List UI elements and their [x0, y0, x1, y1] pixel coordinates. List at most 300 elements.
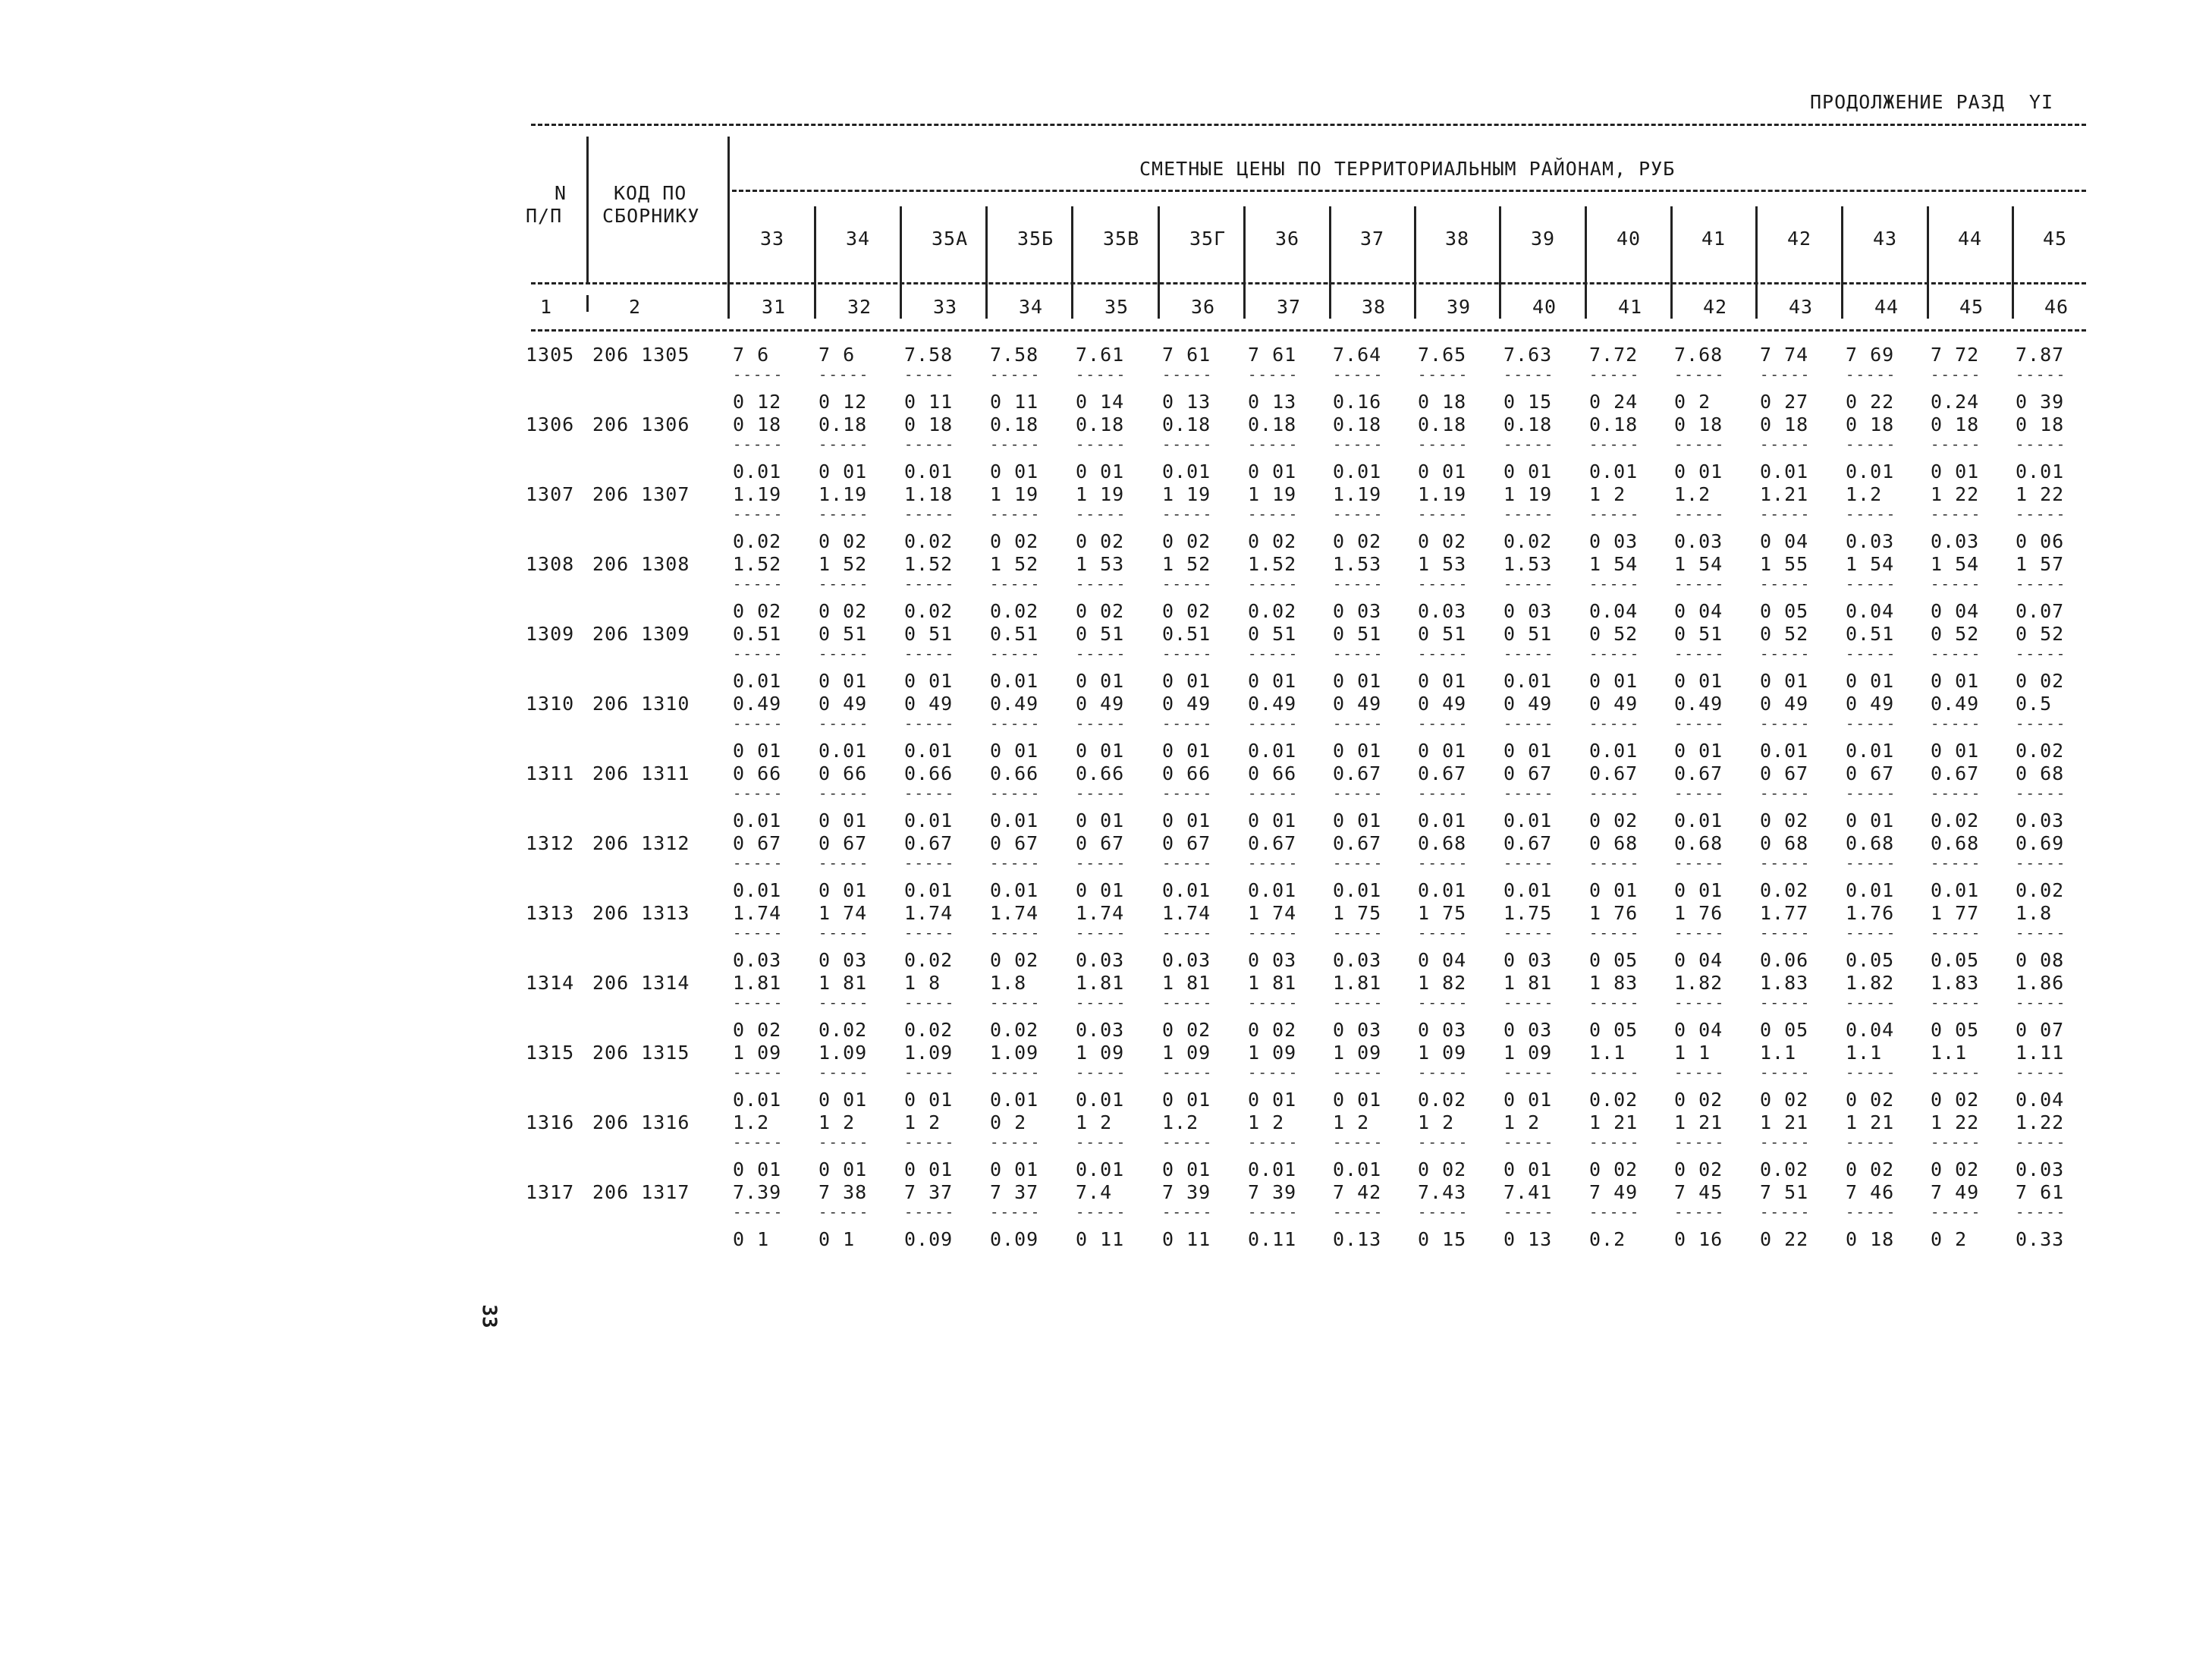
dash-separator: ----- — [1162, 855, 1214, 872]
price-value: 1 54 — [1846, 553, 1895, 575]
dash-separator: ----- — [904, 366, 956, 383]
price-top-value: 0.01 — [1248, 1158, 1297, 1180]
row-code: 206 1308 — [592, 553, 690, 575]
price-final-value: 0 11 — [1162, 1228, 1211, 1250]
price-value: 0 18 — [2016, 413, 2065, 435]
price-value: 0 51 — [1333, 623, 1382, 645]
price-value: 1 19 — [1248, 483, 1297, 505]
price-top-value: 0 01 — [904, 1158, 954, 1180]
column-number-divider — [814, 295, 816, 312]
price-value: 0.18 — [990, 413, 1039, 435]
price-value: 0.67 — [1333, 762, 1382, 784]
price-value: 0.66 — [904, 762, 954, 784]
dash-separator: ----- — [1589, 576, 1641, 592]
price-value: 0.18 — [1076, 413, 1125, 435]
price-value: 0.49 — [1674, 693, 1723, 715]
row-code: 206 1309 — [592, 623, 690, 645]
price-value: 1.1 — [1760, 1042, 1797, 1064]
dash-separator: ----- — [1931, 785, 1982, 802]
dash-separator: ----- — [1076, 715, 1127, 732]
price-value: 7.58 — [990, 344, 1039, 366]
price-final-value: 0.2 — [1589, 1228, 1626, 1250]
price-top-value: 0.01 — [1846, 879, 1895, 901]
price-top-value: 0.03 — [1846, 530, 1895, 552]
dash-separator: ----- — [1931, 1064, 1982, 1081]
price-value: 7.58 — [904, 344, 954, 366]
column-number-divider — [985, 295, 988, 312]
price-value: 0 67 — [1760, 762, 1809, 784]
price-value: 7.63 — [1503, 344, 1553, 366]
price-top-value: 0 01 — [1162, 670, 1211, 692]
dash-separator: ----- — [1503, 436, 1555, 453]
dash-separator: ----- — [1589, 925, 1641, 941]
price-value: 0 68 — [1589, 832, 1639, 854]
dash-separator: ----- — [1503, 506, 1555, 523]
price-value: 1.09 — [904, 1042, 954, 1064]
dash-separator: ----- — [733, 715, 784, 732]
price-value: 7.41 — [1503, 1181, 1553, 1203]
price-value: 0 18 — [1931, 413, 1980, 435]
price-top-value: 0.02 — [2016, 879, 2065, 901]
dash-separator: ----- — [1076, 1134, 1127, 1151]
row-number: 1306 — [526, 413, 575, 435]
row-number: 1305 — [526, 344, 575, 366]
price-value: 1.52 — [1248, 553, 1297, 575]
column-number-divider — [1158, 295, 1160, 312]
header-bottom-rule — [531, 329, 2086, 332]
price-top-value: 0.01 — [1674, 809, 1723, 831]
price-value: 1 2 — [1076, 1111, 1113, 1133]
price-value: 1 19 — [1076, 483, 1125, 505]
price-value: 7 61 — [2016, 1181, 2065, 1203]
price-value: 0.67 — [1589, 762, 1639, 784]
price-final-value: 0 15 — [1418, 1228, 1467, 1250]
dash-separator: ----- — [733, 925, 784, 941]
price-value: 1 53 — [1076, 553, 1125, 575]
price-value: 1 54 — [1589, 553, 1639, 575]
column-number: 41 — [1618, 296, 1643, 318]
dash-separator: ----- — [904, 506, 956, 523]
dash-separator: ----- — [819, 785, 870, 802]
dash-separator: ----- — [1162, 646, 1214, 662]
dash-separator: ----- — [990, 366, 1042, 383]
price-value: 1 21 — [1760, 1111, 1809, 1133]
price-top-value: 0 03 — [1333, 1019, 1382, 1041]
price-value: 1.74 — [733, 902, 782, 924]
district-column-header: 34 — [846, 228, 871, 250]
header-divider-left — [586, 137, 589, 284]
dash-separator: ----- — [1674, 995, 1726, 1011]
dash-separator: ----- — [1248, 785, 1299, 802]
dash-separator: ----- — [1760, 366, 1811, 383]
column-number-divider — [1329, 295, 1331, 312]
district-column-header: 39 — [1531, 228, 1556, 250]
price-value: 0 49 — [1333, 693, 1382, 715]
price-value: 0 18 — [1674, 413, 1723, 435]
price-top-value: 0 01 — [990, 1158, 1039, 1180]
price-top-value: 0 02 — [1589, 809, 1639, 831]
price-value: 1 75 — [1333, 902, 1382, 924]
dash-separator: ----- — [733, 1064, 784, 1081]
district-column-header: 35А — [932, 228, 969, 250]
dash-separator: ----- — [1076, 506, 1127, 523]
dash-separator: ----- — [1333, 436, 1384, 453]
row-number: 1315 — [526, 1042, 575, 1064]
dash-separator: ----- — [1674, 1134, 1726, 1151]
dash-separator: ----- — [1418, 1204, 1469, 1221]
price-value: 0.18 — [1503, 413, 1553, 435]
dash-separator: ----- — [819, 855, 870, 872]
price-top-value: 0.02 — [2016, 740, 2065, 762]
price-value: 1 2 — [1418, 1111, 1455, 1133]
price-top-value: 0 01 — [1248, 1089, 1297, 1111]
price-top-value: 0 01 — [1931, 740, 1980, 762]
price-top-value: 0 02 — [1418, 530, 1467, 552]
dash-separator: ----- — [1503, 855, 1555, 872]
dash-separator: ----- — [2016, 1204, 2067, 1221]
column-number: 44 — [1874, 296, 1899, 318]
price-top-value: 0.02 — [1760, 1158, 1809, 1180]
price-top-value: 0 05 — [1760, 1019, 1809, 1041]
price-value: 1.19 — [1418, 483, 1467, 505]
price-top-value: 0 03 — [1503, 949, 1553, 971]
column-number: 40 — [1532, 296, 1557, 318]
price-top-value: 0 22 — [1846, 391, 1895, 413]
column-number-divider — [1755, 295, 1758, 312]
dash-separator: ----- — [1333, 995, 1384, 1011]
column-number: 38 — [1362, 296, 1387, 318]
price-top-value: 0.01 — [990, 809, 1039, 831]
dash-separator: ----- — [1931, 925, 1982, 941]
column-number: 45 — [1959, 296, 1984, 318]
price-top-value: 0.01 — [1333, 879, 1382, 901]
price-value: 0 66 — [733, 762, 782, 784]
price-top-value: 0 01 — [904, 670, 954, 692]
price-value: 7 61 — [1248, 344, 1297, 366]
price-top-value: 0 02 — [1162, 1019, 1211, 1041]
district-column-header: 42 — [1787, 228, 1812, 250]
dash-separator: ----- — [1931, 855, 1982, 872]
prices-header-rule — [732, 190, 2086, 192]
price-top-value: 0.01 — [733, 879, 782, 901]
price-value: 1 09 — [1503, 1042, 1553, 1064]
price-top-value: 0 18 — [1418, 391, 1467, 413]
price-value: 0 49 — [1418, 693, 1467, 715]
dash-separator: ----- — [1674, 925, 1726, 941]
dash-separator: ----- — [1503, 1064, 1555, 1081]
dash-separator: ----- — [1846, 576, 1897, 592]
price-value: 1 54 — [1931, 553, 1980, 575]
dash-separator: ----- — [1589, 715, 1641, 732]
dash-separator: ----- — [1076, 1204, 1127, 1221]
price-top-value: 0 02 — [1760, 809, 1809, 831]
dash-separator: ----- — [819, 506, 870, 523]
price-value: 0 67 — [1076, 832, 1125, 854]
price-top-value: 0.01 — [904, 740, 954, 762]
price-value: 1 19 — [1503, 483, 1553, 505]
column-number-divider — [1071, 295, 1073, 312]
dash-separator: ----- — [2016, 715, 2067, 732]
price-value: 0.67 — [1503, 832, 1553, 854]
dash-separator: ----- — [1589, 855, 1641, 872]
column-number: 2 — [629, 296, 642, 318]
price-top-value: 0 03 — [1333, 600, 1382, 622]
dash-separator: ----- — [1418, 855, 1469, 872]
dash-separator: ----- — [904, 925, 956, 941]
dash-separator: ----- — [1674, 576, 1726, 592]
dash-separator: ----- — [1162, 1204, 1214, 1221]
price-value: 0 68 — [2016, 762, 2065, 784]
price-value: 1 81 — [1162, 972, 1211, 994]
price-value: 1.77 — [1760, 902, 1809, 924]
price-top-value: 0 03 — [1503, 1019, 1553, 1041]
dash-separator: ----- — [1846, 715, 1897, 732]
price-top-value: 0 2 — [1674, 391, 1711, 413]
price-top-value: 0 05 — [1589, 949, 1639, 971]
price-top-value: 0.02 — [990, 1019, 1039, 1041]
price-value: 7 45 — [1674, 1181, 1723, 1203]
dash-separator: ----- — [1076, 576, 1127, 592]
price-value: 0.49 — [733, 693, 782, 715]
price-value: 0.18 — [1418, 413, 1467, 435]
dash-separator: ----- — [990, 1134, 1042, 1151]
column-number: 36 — [1191, 296, 1216, 318]
price-top-value: 0 02 — [2016, 670, 2065, 692]
price-value: 0 51 — [1248, 623, 1297, 645]
price-top-value: 0 01 — [1248, 809, 1297, 831]
price-top-value: 0 01 — [1248, 670, 1297, 692]
price-value: 0.51 — [1162, 623, 1211, 645]
price-value: 7.65 — [1418, 344, 1467, 366]
price-value: 1 2 — [1503, 1111, 1541, 1133]
row-number: 1307 — [526, 483, 575, 505]
row-number: 1310 — [526, 693, 575, 715]
dash-separator: ----- — [1418, 925, 1469, 941]
price-top-value: 0.01 — [1503, 879, 1553, 901]
price-value: 1 21 — [1674, 1111, 1723, 1133]
column-number-divider — [586, 295, 589, 312]
dash-separator: ----- — [1503, 995, 1555, 1011]
price-value: 1 53 — [1418, 553, 1467, 575]
dash-separator: ----- — [1503, 1134, 1555, 1151]
price-final-value: 0 13 — [1503, 1228, 1553, 1250]
price-top-value: 0 03 — [819, 949, 868, 971]
price-top-value: 0.02 — [733, 530, 782, 552]
price-value: 1 74 — [1248, 902, 1297, 924]
dash-separator: ----- — [733, 1134, 784, 1151]
dash-separator: ----- — [1333, 506, 1384, 523]
row-number: 1317 — [526, 1181, 575, 1203]
dash-separator: ----- — [819, 715, 870, 732]
price-top-value: 0 01 — [1333, 670, 1382, 692]
price-top-value: 0 11 — [904, 391, 954, 413]
price-final-value: 0 18 — [1846, 1228, 1895, 1250]
dash-separator: ----- — [904, 995, 956, 1011]
dash-separator: ----- — [904, 715, 956, 732]
price-value: 1.19 — [819, 483, 868, 505]
price-value: 1 75 — [1418, 902, 1467, 924]
price-value: 0 52 — [2016, 623, 2065, 645]
price-top-value: 0.16 — [1333, 391, 1382, 413]
price-value: 1 2 — [1248, 1111, 1285, 1133]
dash-separator: ----- — [733, 995, 784, 1011]
price-value: 7 51 — [1760, 1181, 1809, 1203]
dash-separator: ----- — [1846, 1134, 1897, 1151]
dash-separator: ----- — [1760, 576, 1811, 592]
price-value: 7.72 — [1589, 344, 1639, 366]
row-code: 206 1312 — [592, 832, 690, 854]
dash-separator: ----- — [1674, 1064, 1726, 1081]
dash-separator: ----- — [733, 785, 784, 802]
price-top-value: 0 06 — [2016, 530, 2065, 552]
price-value: 7 49 — [1931, 1181, 1980, 1203]
price-value: 1.74 — [990, 902, 1039, 924]
dash-separator: ----- — [1333, 646, 1384, 662]
price-value: 1.2 — [1846, 483, 1883, 505]
dash-separator: ----- — [1589, 436, 1641, 453]
price-final-value: 0.13 — [1333, 1228, 1382, 1250]
price-value: 0.68 — [1931, 832, 1980, 854]
price-top-value: 0 01 — [1076, 879, 1125, 901]
dash-separator: ----- — [819, 576, 870, 592]
price-top-value: 0 01 — [1846, 809, 1895, 831]
column-code-header-bottom: СБОРНИКУ — [602, 205, 700, 227]
column-number-divider — [1414, 295, 1416, 312]
dash-separator: ----- — [2016, 1134, 2067, 1151]
price-value: 0.18 — [1162, 413, 1211, 435]
price-final-value: 0.11 — [1248, 1228, 1297, 1250]
dash-separator: ----- — [1162, 785, 1214, 802]
price-top-value: 0.03 — [1162, 949, 1211, 971]
price-value: 7 39 — [1248, 1181, 1297, 1203]
dash-separator: ----- — [1846, 436, 1897, 453]
dash-separator: ----- — [1931, 366, 1982, 383]
price-top-value: 0.03 — [2016, 1158, 2065, 1180]
price-top-value: 0 15 — [1503, 391, 1553, 413]
price-value: 0 66 — [1162, 762, 1211, 784]
price-value: 7.39 — [733, 1181, 782, 1203]
price-value: 0 51 — [1674, 623, 1723, 645]
price-top-value: 0 05 — [1760, 600, 1809, 622]
dash-separator: ----- — [904, 1064, 956, 1081]
price-value: 1.74 — [1162, 902, 1211, 924]
dash-separator: ----- — [733, 436, 784, 453]
price-value: 1 21 — [1589, 1111, 1639, 1133]
price-value: 7 6 — [819, 344, 856, 366]
price-value: 1 8 — [904, 972, 941, 994]
price-top-value: 0 01 — [1162, 740, 1211, 762]
header-numbers-rule — [531, 282, 2086, 284]
dash-separator: ----- — [1931, 576, 1982, 592]
price-top-value: 0 01 — [1760, 670, 1809, 692]
price-value: 7 74 — [1760, 344, 1809, 366]
column-number-divider — [1499, 295, 1501, 312]
dash-separator: ----- — [1076, 785, 1127, 802]
price-value: 7 37 — [990, 1181, 1039, 1203]
price-final-value: 0.33 — [2016, 1228, 2065, 1250]
district-column-header: 36 — [1275, 228, 1300, 250]
price-top-value: 0 01 — [819, 670, 868, 692]
price-value: 0 18 — [1760, 413, 1809, 435]
price-value: 0 67 — [819, 832, 868, 854]
price-top-value: 0 39 — [2016, 391, 2065, 413]
price-top-value: 0 02 — [1162, 530, 1211, 552]
dash-separator: ----- — [1248, 506, 1299, 523]
dash-separator: ----- — [1760, 995, 1811, 1011]
price-value: 1.81 — [1076, 972, 1125, 994]
district-column-header: 44 — [1958, 228, 1983, 250]
price-top-value: 0 01 — [1162, 1158, 1211, 1180]
price-value: 1.53 — [1503, 553, 1553, 575]
price-value: 7 6 — [733, 344, 770, 366]
dash-separator: ----- — [904, 1134, 956, 1151]
dash-separator: ----- — [1760, 715, 1811, 732]
dash-separator: ----- — [1503, 576, 1555, 592]
price-top-value: 0 01 — [1418, 670, 1467, 692]
price-top-value: 0.02 — [1760, 879, 1809, 901]
price-top-value: 0.02 — [1931, 809, 1980, 831]
column-number-divider — [727, 295, 730, 312]
dash-separator: ----- — [1162, 995, 1214, 1011]
price-top-value: 0 01 — [1503, 1089, 1553, 1111]
row-code: 206 1306 — [592, 413, 690, 435]
price-top-value: 0 13 — [1162, 391, 1211, 413]
price-top-value: 0 01 — [1076, 809, 1125, 831]
dash-separator: ----- — [1846, 646, 1897, 662]
price-value: 1 2 — [819, 1111, 856, 1133]
price-value: 1 1 — [1674, 1042, 1711, 1064]
price-top-value: 0.04 — [2016, 1089, 2065, 1111]
dash-separator: ----- — [1846, 785, 1897, 802]
price-value: 1 81 — [1248, 972, 1297, 994]
price-value: 1.75 — [1503, 902, 1553, 924]
row-number: 1311 — [526, 762, 575, 784]
price-top-value: 0 02 — [1674, 1158, 1723, 1180]
dash-separator: ----- — [1760, 436, 1811, 453]
price-value: 1.52 — [733, 553, 782, 575]
price-value: 0 52 — [1931, 623, 1980, 645]
price-value: 0 49 — [1162, 693, 1211, 715]
dash-separator: ----- — [1248, 1064, 1299, 1081]
price-value: 0.18 — [819, 413, 868, 435]
price-value: 1 09 — [1418, 1042, 1467, 1064]
dash-separator: ----- — [819, 646, 870, 662]
row-number: 1308 — [526, 553, 575, 575]
dash-separator: ----- — [1418, 995, 1469, 1011]
price-value: 0.68 — [1674, 832, 1723, 854]
price-top-value: 0.01 — [1248, 740, 1297, 762]
dash-separator: ----- — [1589, 366, 1641, 383]
district-column-header: 35Г — [1189, 228, 1227, 250]
price-value: 1.8 — [990, 972, 1027, 994]
price-value: 1.1 — [1589, 1042, 1626, 1064]
dash-separator: ----- — [1589, 785, 1641, 802]
price-top-value: 0 01 — [819, 1089, 868, 1111]
dash-separator: ----- — [1162, 925, 1214, 941]
price-value: 0.49 — [1931, 693, 1980, 715]
price-top-value: 0 08 — [2016, 949, 2065, 971]
price-value: 1.19 — [1333, 483, 1382, 505]
dash-separator: ----- — [990, 506, 1042, 523]
page-number: 33 — [477, 1304, 501, 1328]
price-value: 1.2 — [1162, 1111, 1199, 1133]
price-top-value: 0 01 — [1931, 460, 1980, 482]
header-divider-code — [727, 137, 730, 319]
price-value: 1.18 — [904, 483, 954, 505]
row-number: 1312 — [526, 832, 575, 854]
dash-separator: ----- — [819, 1134, 870, 1151]
dash-separator: ----- — [1248, 576, 1299, 592]
